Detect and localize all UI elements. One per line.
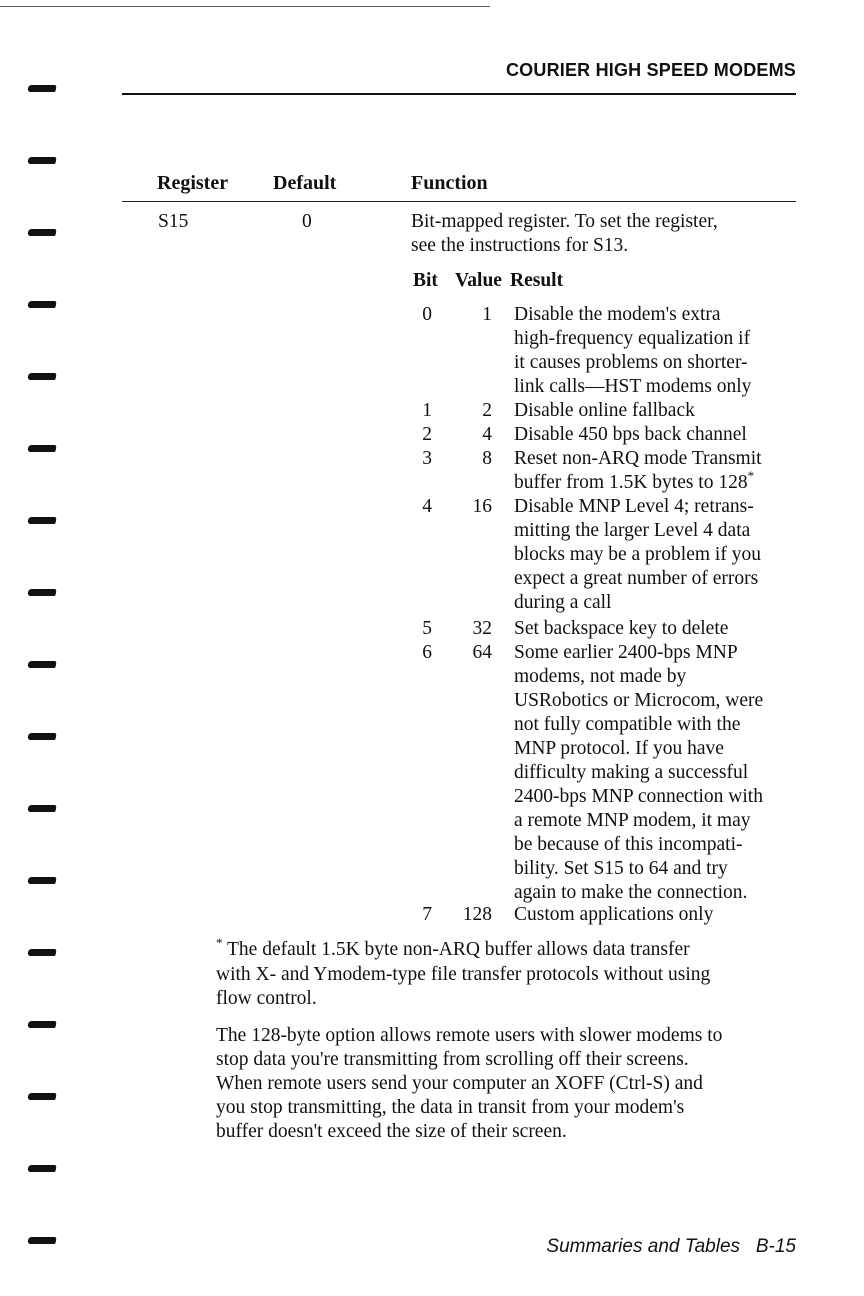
bit-result bbox=[514, 447, 798, 496]
result-line: not fully compatible with the bbox=[514, 714, 741, 735]
result-line: bility. Set S15 to 64 and try bbox=[514, 858, 728, 879]
bit-number: 3 bbox=[422, 448, 432, 469]
result-line: mitting the larger Level 4 data bbox=[514, 520, 751, 541]
index-tab-mark bbox=[28, 949, 57, 956]
index-tab-mark bbox=[28, 373, 57, 380]
footer-section: Summaries and Tables bbox=[546, 1236, 741, 1257]
index-tab-mark bbox=[28, 301, 57, 308]
result-line: Disable the modem's extra bbox=[514, 304, 721, 325]
result-line: 2400-bps MNP connection with bbox=[514, 786, 763, 807]
bit-number: 1 bbox=[422, 400, 432, 421]
result-line: during a call bbox=[514, 592, 612, 613]
result-line: high-frequency equalization if bbox=[514, 328, 751, 349]
footnote-line: flow control. bbox=[216, 988, 317, 1009]
index-tab-mark bbox=[28, 1093, 57, 1100]
column-header-rule bbox=[122, 201, 796, 202]
index-tab-mark bbox=[28, 877, 57, 884]
index-tab-mark bbox=[28, 229, 57, 236]
bit-result bbox=[514, 617, 798, 641]
index-tab-mark bbox=[28, 445, 57, 452]
function-line: see the instructions for S13. bbox=[411, 235, 629, 256]
bit-value: 128 bbox=[462, 904, 492, 925]
footnote-mark: * bbox=[747, 468, 755, 483]
bit-value: 1 bbox=[482, 304, 492, 325]
result-line: a remote MNP modem, it may bbox=[514, 810, 751, 831]
register-name: S15 bbox=[158, 211, 189, 232]
bit-value: 4 bbox=[482, 424, 492, 445]
index-tab-mark bbox=[28, 661, 57, 668]
footnote-line bbox=[216, 935, 806, 963]
result-line: MNP protocol. If you have bbox=[514, 738, 724, 759]
result-header: Result bbox=[510, 270, 564, 291]
result-line: Reset non-ARQ mode Transmit bbox=[514, 448, 762, 469]
bit-number: 4 bbox=[422, 496, 432, 517]
index-tab-marks bbox=[26, 0, 66, 1296]
bit-value: 8 bbox=[482, 448, 492, 469]
result-line: blocks may be a problem if you bbox=[514, 544, 761, 565]
result-line: it causes problems on shorter- bbox=[514, 352, 748, 373]
result-line: Custom applications only bbox=[514, 904, 714, 925]
paragraph-line: When remote users send your computer an XOFF (Ctrl-S) and bbox=[216, 1073, 703, 1094]
bit-result bbox=[514, 303, 798, 399]
result-line: Disable 450 bps back channel bbox=[514, 424, 747, 445]
index-tab-mark bbox=[28, 1237, 57, 1244]
index-tab-mark bbox=[28, 805, 57, 812]
bit-number: 0 bbox=[422, 304, 432, 325]
paragraph-line: you stop transmitting, the data in transit from your modem's bbox=[216, 1097, 685, 1118]
paragraph-line: stop data you're transmitting from scrolling off their screens. bbox=[216, 1049, 689, 1070]
function-line: Bit-mapped register. To set the register, bbox=[411, 211, 718, 232]
result-line: be because of this incompati- bbox=[514, 834, 743, 855]
result-line bbox=[514, 468, 798, 496]
index-tab-mark bbox=[28, 1021, 57, 1028]
bit-value: 64 bbox=[472, 642, 492, 663]
footnote-mark: * bbox=[216, 935, 223, 950]
index-tab-mark bbox=[28, 517, 57, 524]
result-line: USRobotics or Microcom, were bbox=[514, 690, 764, 711]
index-tab-mark bbox=[28, 157, 57, 164]
bit-number: 7 bbox=[422, 904, 432, 925]
index-tab-mark bbox=[28, 1165, 57, 1172]
bit-result bbox=[514, 399, 798, 423]
result-line-text: buffer from 1.5K bytes to 128 bbox=[514, 472, 748, 493]
value-header: Value bbox=[455, 270, 502, 291]
bit-result bbox=[514, 423, 798, 447]
bit-value: 16 bbox=[472, 496, 492, 517]
index-tab-mark bbox=[28, 733, 57, 740]
column-header-default: Default bbox=[273, 172, 337, 194]
bit-result bbox=[514, 903, 798, 927]
result-line: modems, not made by bbox=[514, 666, 687, 687]
footnote-text: The default 1.5K byte non-ARQ buffer allows data transfer bbox=[222, 939, 690, 960]
result-line: difficulty making a successful bbox=[514, 762, 749, 783]
top-edge-rule bbox=[0, 6, 490, 7]
bit-result bbox=[514, 641, 798, 905]
bit-result bbox=[514, 495, 798, 615]
running-header: COURIER HIGH SPEED MODEMS bbox=[505, 60, 796, 80]
footnote-line: with X- and Ymodem-type file transfer protocols without using bbox=[216, 964, 711, 985]
bit-value: 2 bbox=[482, 400, 492, 421]
footnote bbox=[216, 935, 806, 1011]
bit-number: 2 bbox=[422, 424, 432, 445]
paragraph-line: The 128-byte option allows remote users with slower modems to bbox=[216, 1025, 723, 1046]
explanation-paragraph bbox=[216, 1024, 806, 1144]
footer-page-number: B-15 bbox=[755, 1236, 796, 1257]
result-line: expect a great number of errors bbox=[514, 568, 759, 589]
register-default: 0 bbox=[302, 211, 312, 232]
result-line: again to make the connection. bbox=[514, 882, 748, 903]
result-line: link calls—HST modems only bbox=[514, 376, 752, 397]
column-header-function: Function bbox=[411, 172, 488, 194]
column-header-register: Register bbox=[157, 172, 229, 194]
result-line: Set backspace key to delete bbox=[514, 618, 729, 639]
result-line: Disable MNP Level 4; retrans- bbox=[514, 496, 754, 517]
running-footer bbox=[546, 1236, 796, 1258]
bit-value: 32 bbox=[472, 618, 492, 639]
result-line: Some earlier 2400-bps MNP bbox=[514, 642, 738, 663]
header-rule bbox=[122, 93, 796, 95]
bit-number: 6 bbox=[422, 642, 432, 663]
index-tab-mark bbox=[28, 85, 57, 92]
paragraph-line: buffer doesn't exceed the size of their screen. bbox=[216, 1121, 567, 1142]
index-tab-mark bbox=[28, 589, 57, 596]
result-line: Disable online fallback bbox=[514, 400, 695, 421]
register-function bbox=[411, 210, 801, 258]
bit-number: 5 bbox=[422, 618, 432, 639]
bit-header: Bit bbox=[413, 270, 438, 291]
